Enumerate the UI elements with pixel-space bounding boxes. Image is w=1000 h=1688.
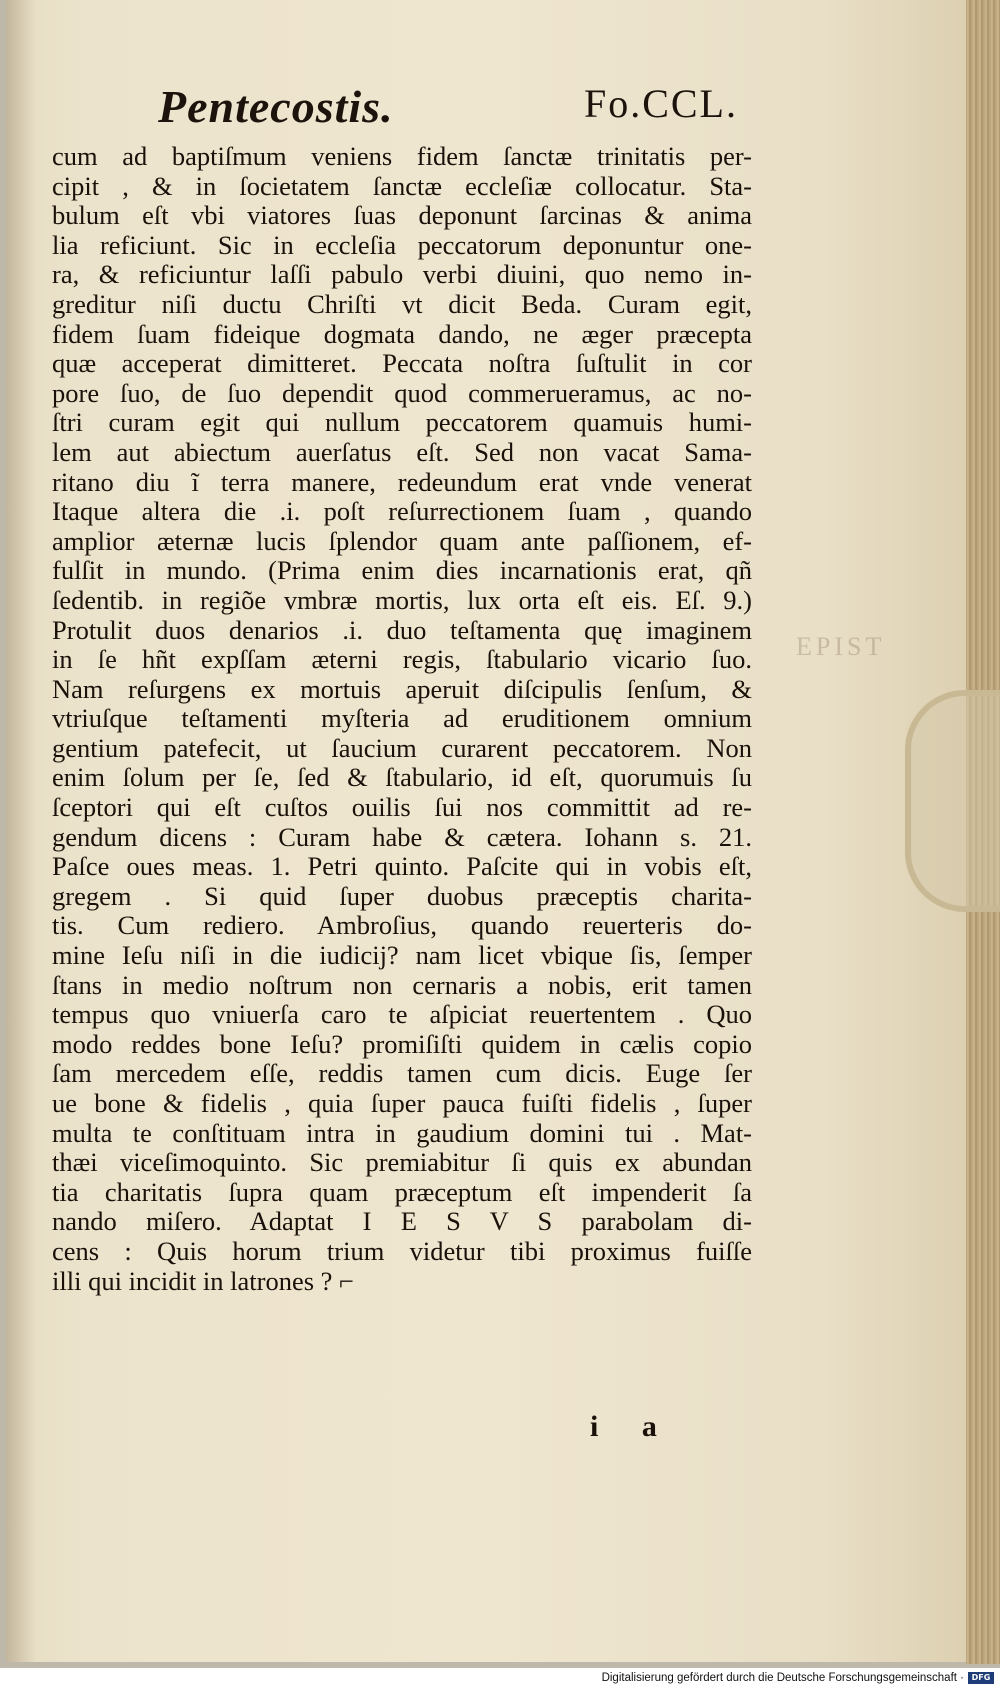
text-line: gendum dicens : Curam habe & cætera. Iohann s. 21. [52,821,752,852]
text-line: ſtri curam egit qui nullum peccatorem quamuis humi- [52,407,752,438]
text-line: lia reficiunt. Sic in eccleſia peccatorum deponuntur one- [52,229,752,260]
funding-credit: Digitalisierung gefördert durch die Deutsche Forschungsgemeinschaft · [601,1672,964,1684]
text-line: fulſit in mundo. (Prima enim dies incarnationis erat, qñ [52,555,752,586]
running-title: Pentecostis. [158,81,394,132]
page-header [158,80,738,140]
book-clasp [905,690,1000,912]
text-line: Paſce oues meas. 1. Petri quinto. Paſcite qui in vobis eſt, [52,851,752,882]
text-line: multa te conſtituam intra in gaudium domini tui . Mat- [52,1117,752,1148]
text-line: illi qui incidit in latrones ? ⌐ [52,1265,354,1296]
text-line: ra, & reficiuntur laſſi pabulo verbi diuini, quo nemo in- [52,259,752,290]
text-line: enim ſolum per ſe, ſed & ſtabulario, id eſt, quorumuis ſu [52,762,752,793]
text-line: cens : Quis horum trium videtur tibi proximus fuiſſe [52,1235,752,1266]
text-line: tia charitatis ſupra quam præceptum eſt impenderit ſa [52,1176,752,1207]
signature-mark: i a [590,1410,675,1443]
text-line: ſedentib. in regiõe vmbræ mortis, lux orta eſt eis. Eſ. 9.) [52,584,752,615]
text-line: cum ad baptiſmum veniens fidem ſanctæ trinitatis per- [52,141,752,171]
dfg-logo-icon: DFG [968,1672,994,1684]
bleed-through-text: EPIST [796,632,886,661]
text-line: in ſe hñt expſſam æterni regis, ſtabulario vicario ſuo. [52,644,752,675]
text-line: Protulit duos denarios .i. duo teſtamenta quę imaginem [52,614,752,645]
text-line: nando miſero. Adaptat I E S V S parabolam di- [52,1206,752,1237]
text-line: ſceptori qui eſt cuſtos ouilis ſui nos committit ad re- [52,792,752,823]
gutter-shadow [6,0,36,1662]
text-line: ritano diu ĩ terra manere, redeundum erat vnde venerat [52,466,752,497]
text-line: Itaque altera die .i. poſt reſurrectionem ſuam , quando [52,496,752,527]
text-line: modo reddes bone Ieſu? promiſiſti quidem in cælis copio [52,1028,752,1059]
text-line: bulum eſt vbi viatores ſuas deponunt ſarcinas & anima [52,200,752,231]
text-line: gregem . Si quid ſuper duobus præceptis charita- [52,880,752,911]
text-line: ſtans in medio noſtrum non cernaris a nobis, erit tamen [52,969,752,1000]
text-line: ue bone & fidelis , quia ſuper pauca fuiſti fidelis , ſuper [52,1088,752,1118]
text-line: pore ſuo, de ſuo dependit quod commerueramus, ac no- [52,377,752,408]
text-line: amplior æternæ lucis ſplendor quam ante paſſionem, ef- [52,525,752,556]
body-text-block [52,142,752,1296]
folio-number: Fo.CCL. [583,81,738,126]
text-line: Nam reſurgens ex mortuis aperuit diſcipulis ſenſum, & [52,673,752,704]
text-line: cipit , & in ſocietatem ſanctæ eccleſiæ collocatur. Sta- [52,170,752,201]
text-line: tempus quo vniuerſa caro te aſpiciat reuertentem . Quo [52,999,752,1030]
text-line: greditur niſi ductu Chriſti vt dicit Beda. Curam egit, [52,288,752,319]
text-line: vtriuſque teſtamenti myſteria ad eruditionem omnium [52,703,752,734]
text-line: fidem ſuam fideique dogmata dando, ne æger præcepta [52,318,752,349]
text-line: thæi viceſimoquinto. Sic premiabitur ſi quis ex abundan [52,1147,752,1178]
text-line: gentium patefecit, ut ſaucium curarent peccatorem. Non [52,732,752,763]
text-line: ſam mercedem eſſe, reddis tamen cum dicis. Euge ſer [52,1058,752,1089]
text-line: quæ acceperat dimitteret. Peccata noſtra ſuſtulit in cor [52,348,752,379]
text-line: mine Ieſu niſi in die iudicij? nam licet vbique ſis, ſemper [52,940,752,971]
text-line: lem aut abiectum auerſatus eſt. Sed non vacat Sama- [52,436,752,467]
text-line: tis. Cum rediero. Ambroſius, quando reuerteris do- [52,910,752,941]
